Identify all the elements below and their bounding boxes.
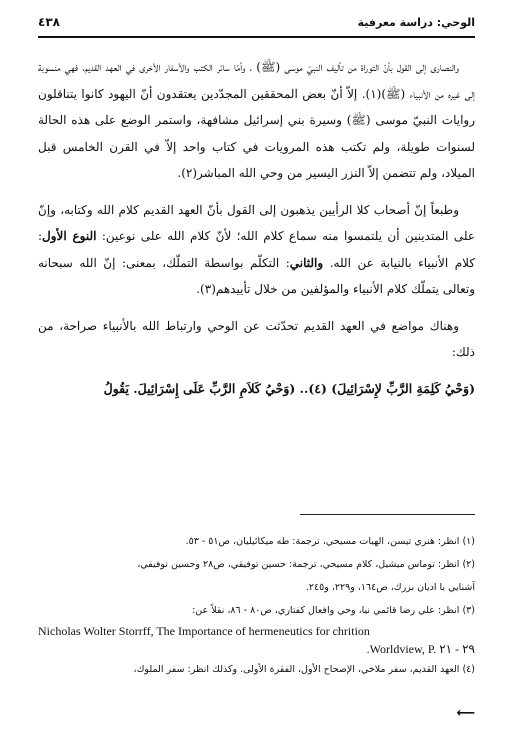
paragraph-2-part-c: : التكلّم بواسطة التملّك، بمعنى: إنّ الله سبحانه وتعالى يتملّك كلام الأنبياء والمؤلفين من خلال تأييدهم(٣). [38,255,475,296]
term-first-type: النوع الأول [42,229,97,243]
footnote-3-english-line-2: .Worldview, P. ٢٩ - ٢١ [366,642,475,656]
paragraph-1: والنصارى إلى القول بأنّ التوراة من تأليف النبيّ موسى (ﷺ) ، وأمّا سائر الكتب والأسفار الأخرى في العهد القديم، فهي منسوبة إلى غيره من الأنبياء (ﷺ)(١). إلاّ أنّ بعض المحققين المجدّدين يعتقدون أنّ اليهود كانوا يتناقلون روايات النبيّ موسى (ﷺ) وسيرة بني إسرائيل مشافهة، واستمر الوضع على هذه الحالة لسنوات طويلة، ولم تكتب هذه المرويات في كتاب واحد إلاّ في القرن الخامس قبل الميلاد، ولم تتضمن إلاّ النزر اليسير من وحي الله المباشر(٢). [38,60,475,180]
footnote-1: (١) انظر: هنري تيسن، الهيات مسيحي، ترجمة: طه ميكائيليان، ص٥١ - ٥٣. [185,536,475,547]
footnotes [38,530,475,681]
term-second-type: والثاني [289,255,324,270]
paragraph-2-part-a: وطبعاً إنّ أصحاب كلا الرأيين يذهبون إلى القول بأنّ العهد القديم كلام الله وكتابه، وإنّ على المتدينين أن يلتمسوا منه سماع كلام الله؛ لأنّ كلام الله على نوعين: [38,202,475,243]
paragraph-2-part-b: : كلام الأنبياء بالنيابة عن الله. [38,229,476,270]
paragraph-3: وهناك مواضع في العهد القديم تحدّثت عن الوحي وارتباط الله بالأنبياء صراحة، من ذلك: [38,318,475,359]
scripture-quote: (وَحْيُ كَلِمَةِ الرَّبِّ لإِسْرَائِيلَ) (٤).. (وَحْيُ كَلاَمِ الرَّبِّ عَلَى إِسْرَائِيلَ. يَقُولُ [103,380,475,396]
footnote-2-continued: آشنايي با اديان بزرك، ص١٦٤، و٢٢٩، و٢٤٥. [305,582,475,593]
paragraph-2 [38,197,475,303]
footnote-3-english-line-1: Nicholas Wolter Storrff, The Importance of hermeneutics for chrition [38,624,370,638]
continuation-arrow-icon: ⟵ [456,706,475,721]
page-number: ٤٣٨ [38,15,60,29]
footnote-4: (٤) العهد القديم، سفر ملاخي، الإصحاح الأول، الفقرة الأولى. وكذلك انظر: سفر الملوك، [133,664,475,675]
main-text [38,54,475,412]
footnote-3: (٣) انظر: علي رضا قائمي نيا، وحي وافعال كفتاري، ص٨٠ - ٨٦، نقلاً عن: [192,605,475,616]
header-title: الوحي: دراسة معرفية [357,16,475,29]
footnote-2: (٢) انظر: توماس ميشيل، كلام مسيحي، ترجمة: حسين توفيقي، ص٢٨ وحسين توفيقي، [137,559,475,570]
footnote-separator [300,514,475,515]
running-header [38,14,475,38]
